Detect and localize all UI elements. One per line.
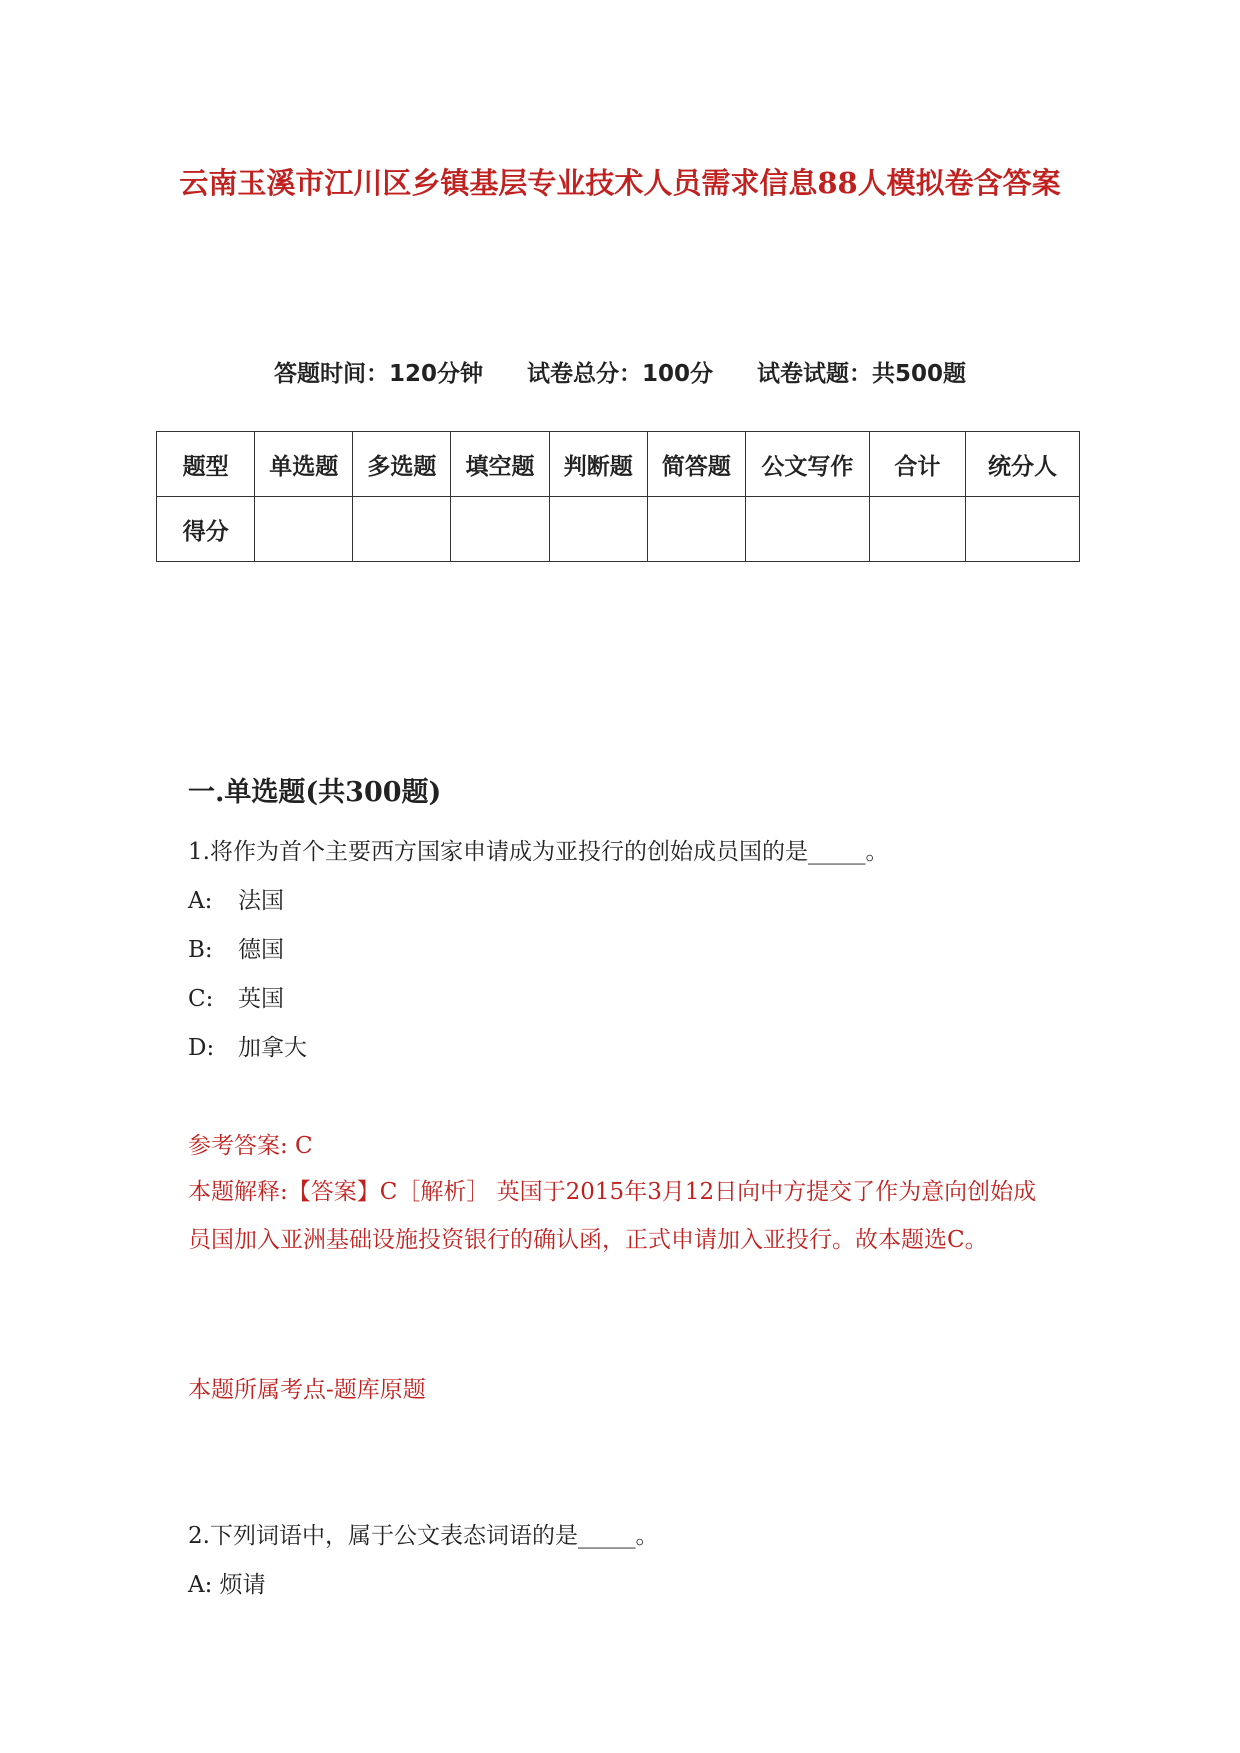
score-table-header-row	[157, 432, 1080, 497]
score-table-header: 单选题	[255, 432, 353, 497]
score-cell	[869, 497, 965, 562]
question-1-topic: 本题所属考点-题库原题	[188, 1377, 426, 1403]
document-title: 云南玉溪市江川区乡镇基层专业技术人员需求信息88人模拟卷含答案	[179, 166, 1061, 200]
score-cell	[451, 497, 549, 562]
score-table-header: 判断题	[549, 432, 647, 497]
exam-meta	[0, 355, 1240, 388]
score-table-header: 合计	[869, 432, 965, 497]
question-1-option-d	[188, 1029, 307, 1062]
question-1-explanation: 本题解释:【答案】C［解析］ 英国于2015年3月12日向中方提交了作为意向创始成员国加入亚洲基础设施投资银行的确认函，正式申请加入亚投行。故本题选C。	[188, 1179, 1037, 1253]
question-1-option-a	[188, 882, 284, 915]
score-table-header: 公文写作	[745, 432, 869, 497]
option-text: 烦请	[219, 1572, 266, 1598]
question-1-text: 1.将作为首个主要西方国家申请成为亚投行的创始成员国的是_____。	[188, 839, 889, 865]
score-cell	[353, 497, 451, 562]
score-cell	[549, 497, 647, 562]
score-table-header: 填空题	[451, 432, 549, 497]
section-title: 一.单选题(共300题)	[188, 777, 442, 808]
option-text: 法国	[238, 888, 284, 914]
question-2-option-a	[188, 1566, 266, 1599]
exam-time: 答题时间：120分钟	[273, 361, 483, 387]
question-2-text: 2.下列词语中，属于公文表态词语的是_____。	[188, 1523, 659, 1549]
exam-total-score: 试卷总分：100分	[526, 361, 713, 387]
exam-question-count: 试卷试题：共500题	[757, 361, 967, 387]
score-table-header: 题型	[157, 432, 255, 497]
score-table-header: 多选题	[353, 432, 451, 497]
score-cell	[745, 497, 869, 562]
score-cell	[647, 497, 745, 562]
question-1-answer: 参考答案: C	[188, 1133, 313, 1159]
score-table-header: 统分人	[965, 432, 1079, 497]
score-cell	[255, 497, 353, 562]
option-text: 英国	[238, 986, 284, 1012]
score-row-label: 得分	[157, 497, 255, 562]
score-table-row	[157, 497, 1080, 562]
option-label: A:	[188, 1572, 213, 1598]
option-label: B:	[188, 937, 213, 963]
option-text: 德国	[238, 937, 284, 963]
question-1-option-b	[188, 931, 284, 964]
score-table	[156, 431, 1080, 562]
score-cell	[965, 497, 1079, 562]
option-text: 加拿大	[238, 1035, 307, 1061]
option-label: D:	[188, 1035, 215, 1061]
question-1-option-c	[188, 980, 284, 1013]
option-label: C:	[188, 986, 214, 1012]
score-table-header: 简答题	[647, 432, 745, 497]
option-label: A:	[188, 888, 213, 914]
